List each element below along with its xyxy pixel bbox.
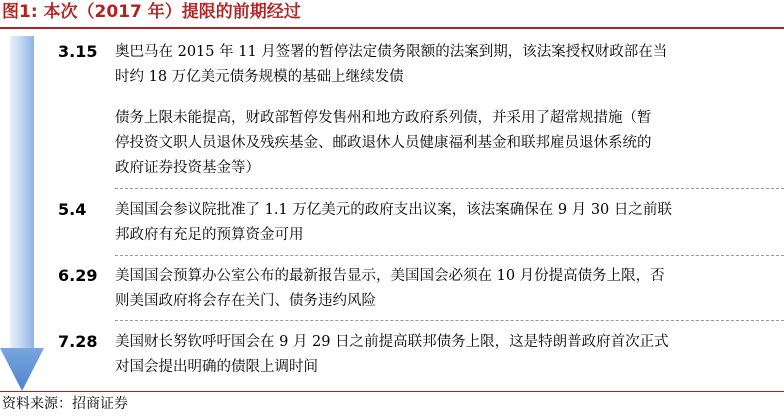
entry-text: 奥巴马在 2015 年 11 月签署的暂停法定债务限额的法案到期，该法案授权财政部在当 时约 18 万亿美元债务规模的基础上继续发债: [115, 44, 668, 85]
entry-date: 3.15: [58, 42, 98, 61]
figure-title: 图1: 本次（2017 年）提限的前期经过: [2, 2, 301, 22]
entry-text: 债务上限未能提高，财政部暂停发售州和地方政府系列债，并采用了超常规措施（暂 停投资文职人员退休及残疾基金、邮政退休人员健康福利基金和联邦雇员退休系统的 政府证券投资基金等）: [115, 110, 652, 176]
entry-text: 美国国会参议院批准了 1.1 万亿美元的政府支出议案，该法案确保在 9 月 30 日之前联 邦政府有充足的预算资金可用: [115, 202, 672, 243]
entry-date: 5.4: [58, 200, 87, 219]
source-note: 资料来源：招商证券: [2, 396, 128, 412]
entry-divider: [115, 255, 784, 256]
entry-divider: [115, 188, 784, 189]
entry-date: 6.29: [58, 266, 98, 285]
source-rule: [0, 391, 784, 392]
entry-text: 美国国会预算办公室公布的最新报告显示，美国国会必须在 10 月份提高债务上限，否 则美国政府将会存在关门、债务违约风险: [115, 268, 665, 309]
entry-text: 美国财长努钦呼吁国会在 9 月 29 日之前提高联邦债务上限，这是特朗普政府首次正式 对国会提出明确的债限上调时间: [115, 334, 669, 375]
title-rule: [0, 27, 784, 29]
entry-divider: [115, 320, 784, 321]
timeline-arrow-icon: [0, 36, 57, 391]
entry-date: 7.28: [58, 332, 98, 351]
